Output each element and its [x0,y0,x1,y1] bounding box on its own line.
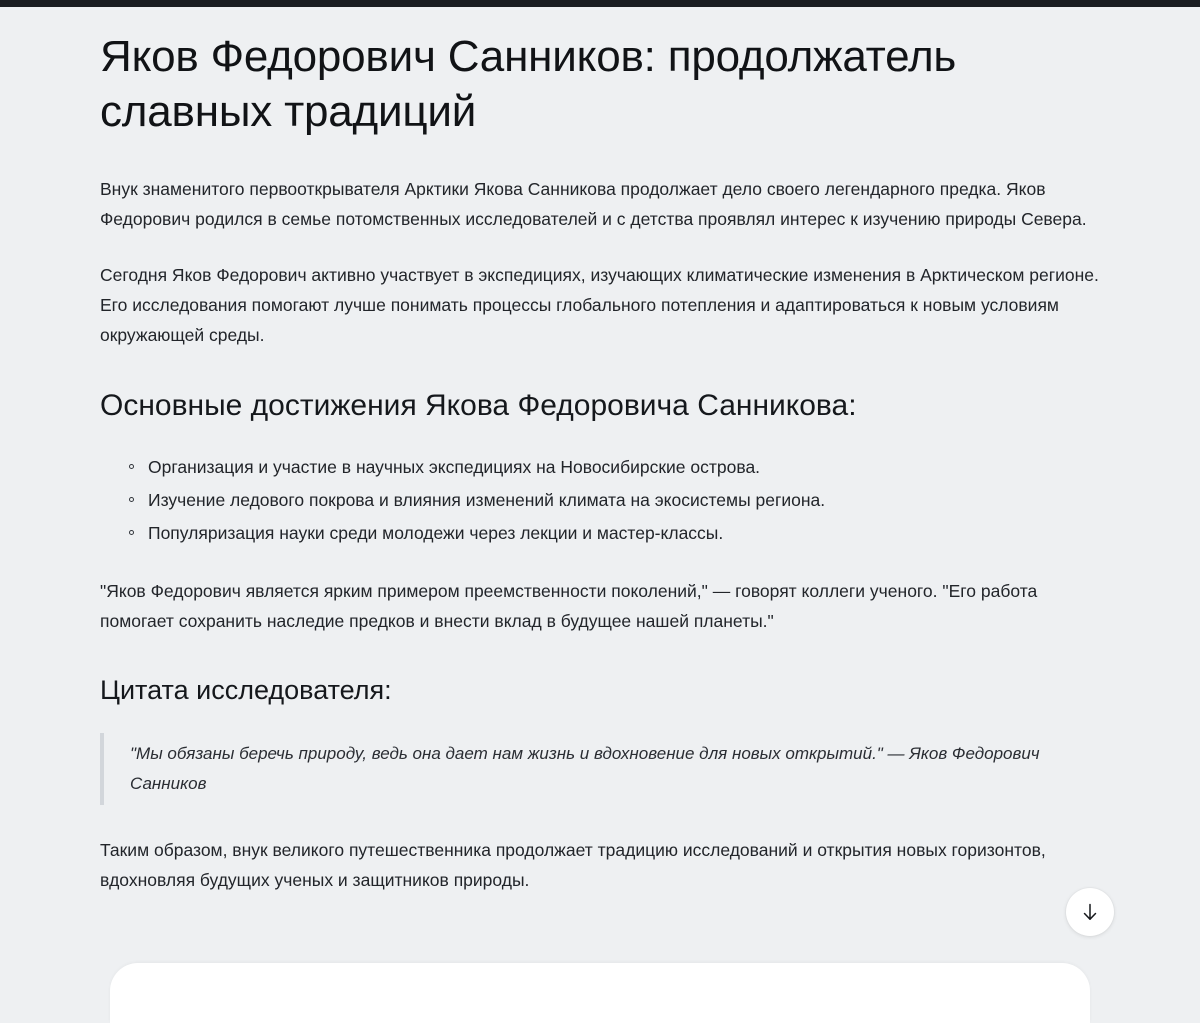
paragraph-intro: Внук знаменитого первооткрывателя Арктики Якова Санникова продолжает дело своего легендарного предка. Яков Федорович родился в семье потомственных исследователей и с детства проявлял интерес к изучению природы Севера. [100,178,1087,229]
paragraph-closing: Таким образом, внук великого путешественника продолжает традицию исследований и открытия новых горизонтов, вдохновляя будущих ученых и защитников природы. [100,840,1046,891]
paragraph-colleagues: "Яков Федорович является ярким примером преемственности поколений," — говорят коллеги ученого. "Его работа помогает сохранить наследие предков и внести вклад в будущее нашей планеты." [100,581,1038,632]
browser-top-chrome [0,0,1200,7]
list-item: Изучение ледового покрова и влияния изменений климата на экосистемы региона. [148,484,1100,517]
list-item: Организация и участие в научных экспедициях на Новосибирские острова. [148,451,1100,484]
quote-section-heading: Цитата исследователя: [100,675,392,706]
paragraph-today: Сегодня Яков Федорович активно участвует в экспедициях, изучающих климатические изменения в Арктическом регионе. Его исследования помогают лучше понимать процессы глобального потепления и адаптироваться к новым условиям окружающей среды. [100,265,1099,346]
researcher-quote: "Мы обязаны беречь природу, ведь она дает нам жизнь и вдохновение для новых открытий." — Яков Федорович Санников [100,733,1100,806]
composer-panel[interactable] [110,963,1090,1023]
arrow-down-icon [1079,901,1101,923]
page-title: Яков Федорович Санников: продолжатель славных традиций [100,32,957,137]
article-content [0,7,1200,895]
scroll-to-bottom-button[interactable] [1066,888,1114,936]
achievements-heading: Основные достижения Якова Федоровича Санникова: [100,389,857,423]
list-item: Популяризация науки среди молодежи через лекции и мастер-классы. [148,517,1100,550]
page-scroll-container[interactable] [0,7,1200,998]
achievements-list [100,451,1100,551]
